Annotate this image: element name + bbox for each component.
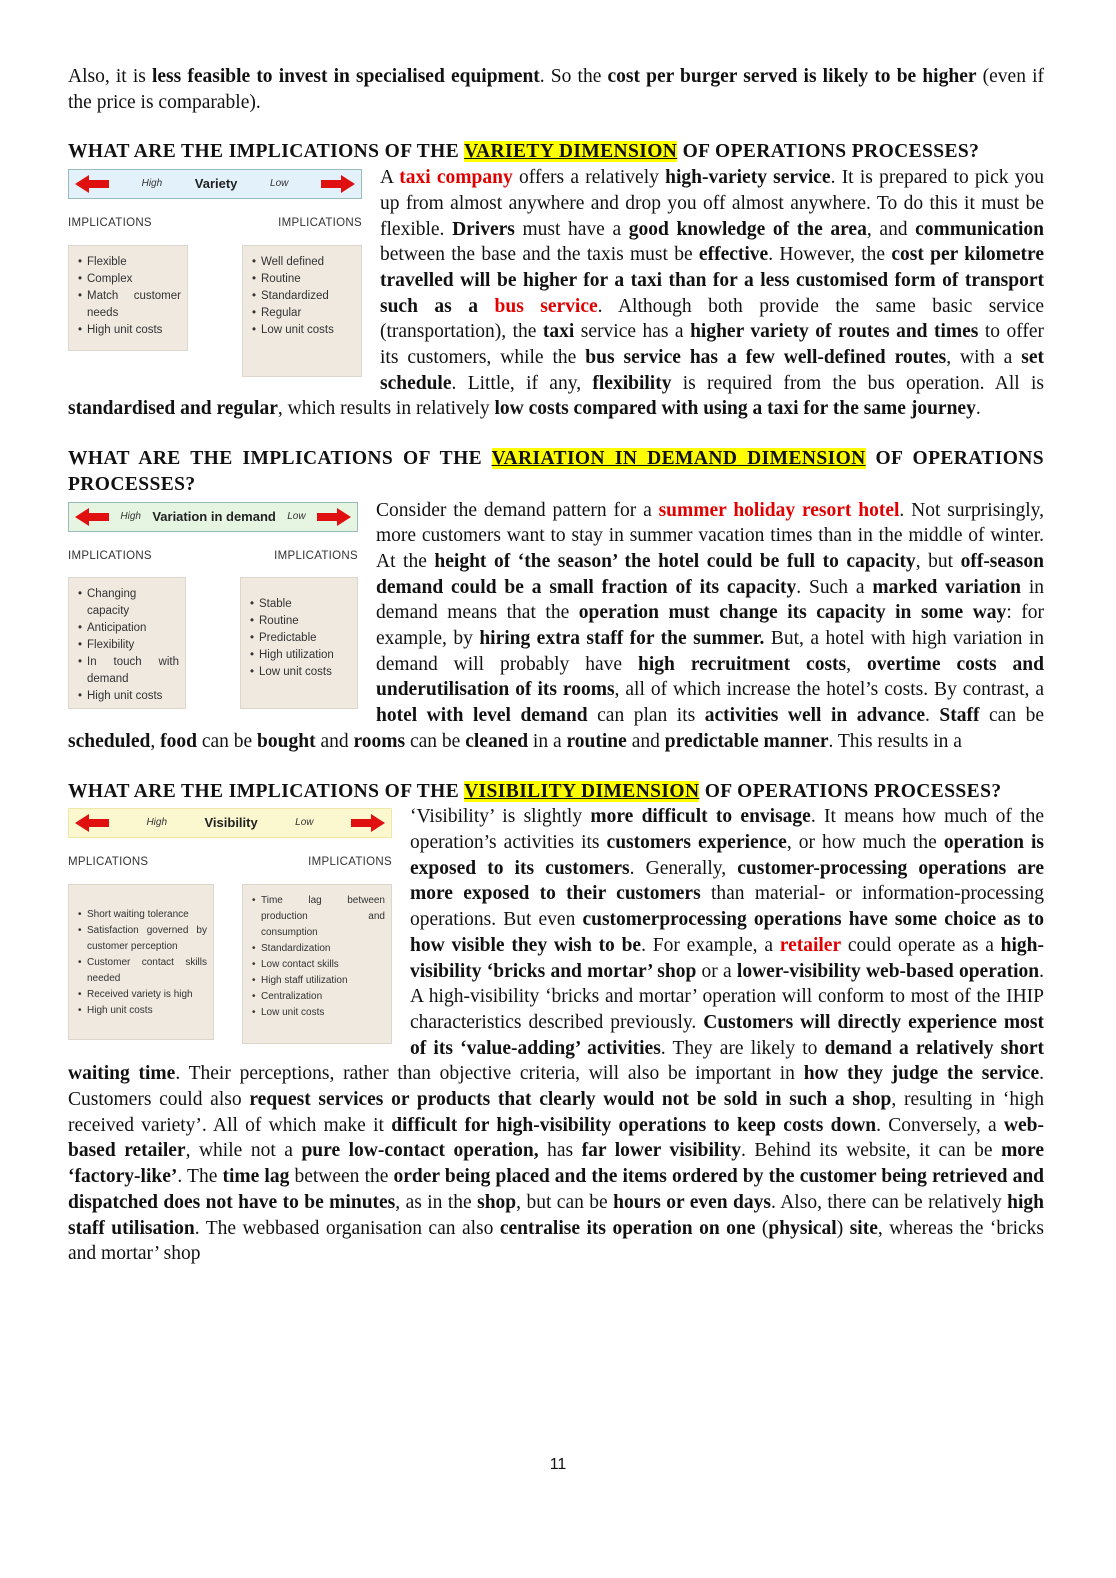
scale-title: Variety (194, 176, 238, 192)
visibility-scale-bar (68, 808, 392, 838)
implications-boxes (68, 245, 362, 377)
visibility-heading: WHAT ARE THE IMPLICATIONS OF THE VISIBILITY DIMENSION OF OPERATIONS PROCESSES? (68, 780, 1002, 802)
implications-labels (68, 544, 358, 570)
scale-low-label: Low (287, 510, 306, 522)
list-item: • Changing capacity (87, 586, 179, 620)
list-item: • Standardization (261, 941, 385, 957)
list-item: • Low unit costs (259, 664, 351, 681)
scale-high-label: High (146, 817, 168, 829)
high-implications-box (68, 577, 186, 709)
demand-scale-bar (68, 502, 358, 532)
scale-high-label: High (120, 510, 141, 522)
scale-low-label: Low (270, 178, 289, 190)
list-item: • Regular (261, 305, 355, 322)
list-item: • In touch with demand (87, 654, 179, 688)
list-item: • Satisfaction governed by customer perception (87, 923, 207, 955)
intro-paragraph: Also, it is less feasible to invest in specialised equipment. So the cost per burger served is likely to be higher (even if the price is comparable). (68, 66, 1044, 113)
implications-left-label: IMPLICATIONS (68, 217, 152, 230)
demand-paragraph: Consider the demand pattern for a summer holiday resort hotel. Not surprisingly, more customers want to stay in summer vacation times than in the middle of winter. At the height of ‘the season’ the hotel could be full to capacity, but off-season demand could be a small fraction of its capacity. Such a marked variation in demand means that the operation must change its capacity in some way: for example, by hiring extra staff for the summer. But, a hotel with high variation in demand will probably have high recruitment costs, overtime costs and underutilisation of its rooms, all of which increase the hotel’s costs. By contrast, a hotel with level demand can plan its activities well in advance. Staff can be scheduled, food can be bought and rooms can be cleaned in a routine and predictable manner. This results in a (68, 499, 1045, 752)
list-item: • Flexibility (87, 637, 179, 654)
list-item: • High unit costs (87, 688, 179, 705)
variety-figure (68, 169, 362, 377)
list-item: • High unit costs (87, 322, 181, 339)
list-item: • Routine (261, 271, 355, 288)
list-item: • Low contact skills (261, 957, 385, 973)
variety-scale-bar (68, 169, 362, 199)
visibility-figure (68, 808, 392, 1044)
list-item: • High utilization (259, 647, 351, 664)
high-implications-box (68, 884, 214, 1040)
left-arrow-icon (75, 814, 109, 832)
implications-labels (68, 850, 392, 876)
list-item: • Well defined (261, 254, 355, 271)
variety-heading: WHAT ARE THE IMPLICATIONS OF THE VARIETY DIMENSION OF OPERATIONS PROCESSES? (68, 141, 980, 163)
implications-boxes (68, 884, 392, 1044)
list-item: • Stable (259, 596, 351, 613)
scale-title: Variation in demand (152, 508, 276, 524)
implications-right-label: IMPLICATIONS (274, 549, 358, 562)
list-item: • Received variety is high (87, 987, 207, 1003)
variety-paragraph: A taxi company offers a relatively high-variety service. It is prepared to pick you up from almost anywhere and drop you off almost anywhere. To do this it must be flexible. Drivers must have a good knowledge of the area, and communication between the base and the taxis must be effective. However, the cost per kilometre travelled will be higher for a taxi than for a less customised form of transport such as a bus service. Although both provide the same basic service (transportation), the taxi service has a higher variety of routes and times to offer its customers, while the bus service has a few well-defined routes, with a set schedule. Little, if any, flexibility is required from the bus operation. All is standardised and regular, which results in relatively low costs compared with using a taxi for the same journey. (68, 167, 1045, 420)
page-number: 11 (549, 1456, 567, 1473)
list-item: • Low unit costs (261, 1005, 385, 1021)
list-item: • Short waiting tolerance (87, 907, 207, 923)
implications-labels (68, 211, 362, 237)
list-item: • Match customer needs (87, 288, 181, 322)
list-item: • Flexible (87, 254, 181, 271)
right-arrow-icon (317, 508, 351, 526)
list-item: • Complex (87, 271, 181, 288)
list-item: • Standardized (261, 288, 355, 305)
left-arrow-icon (75, 508, 109, 526)
list-item: • High unit costs (87, 1003, 207, 1019)
scale-title: Visibility (204, 815, 258, 831)
right-arrow-icon (351, 814, 385, 832)
low-implications-box (242, 884, 392, 1044)
implications-right-label: IMPLICATIONS (278, 217, 362, 230)
visibility-paragraph: ‘Visibility’ is slightly more difficult to envisage. It means how much of the operation’s activities its customers experience, or how much the operation is exposed to its customers. Generally, customer-processing operations are more exposed to their customers than material- or information-processing operations. But even customerprocessing operations have some choice as to how visible they wish to be. For example, a retailer could operate as a high-visibility ‘bricks and mortar’ shop or a lower-visibility web-based operation. A high-visibility ‘bricks and mortar’ operation will conform to most of the IHIP characteristics described previously. Customers will directly experience most of its ‘value-adding’ activities. They are likely to demand a relatively short waiting time. Their perceptions, rather than objective criteria, will also be important in how they judge the service. Customers could also request services or products that clearly would not be sold in such a shop, resulting in ‘high received variety’. All of which make it difficult for high-visibility operations to keep costs down. Conversely, a web-based retailer, while not a pure low-contact operation, has far lower visibility. Behind its website, it can be more ‘factory-like’. The time lag between the order being placed and the items ordered by the customer being retrieved and dispatched does not have to be minutes, as in the shop, but can be hours or even days. Also, there can be relatively high staff utilisation. The webbased organisation can also centralise its operation on one (physical) site, whereas the ‘bricks and mortar’ shop (68, 806, 1045, 1265)
implications-left-label: IMPLICATIONS (68, 549, 152, 562)
list-item: • Anticipation (87, 620, 179, 637)
demand-heading: WHAT ARE THE IMPLICATIONS OF THE VARIATION IN DEMAND DIMENSION OF OPERATIONS PROCESSES? (68, 448, 1044, 495)
right-arrow-icon (321, 175, 355, 193)
low-implications-box (242, 245, 362, 377)
low-implications-box (240, 577, 358, 709)
left-arrow-icon (75, 175, 109, 193)
scale-low-label: Low (295, 817, 314, 829)
list-item: • Low unit costs (261, 322, 355, 339)
implications-left-label: MPLICATIONS (68, 856, 149, 869)
implications-right-label: IMPLICATIONS (308, 856, 392, 869)
document-page (68, 64, 1044, 1267)
list-item: • High staff utilization (261, 973, 385, 989)
list-item: • Routine (259, 613, 351, 630)
list-item: • Predictable (259, 630, 351, 647)
implications-boxes (68, 577, 358, 709)
list-item: • Customer contact skills needed (87, 955, 207, 987)
high-implications-box (68, 245, 188, 351)
demand-figure (68, 502, 358, 710)
scale-high-label: High (141, 178, 163, 190)
list-item: • Centralization (261, 989, 385, 1005)
list-item: • Time lag between production and consumption (261, 893, 385, 941)
